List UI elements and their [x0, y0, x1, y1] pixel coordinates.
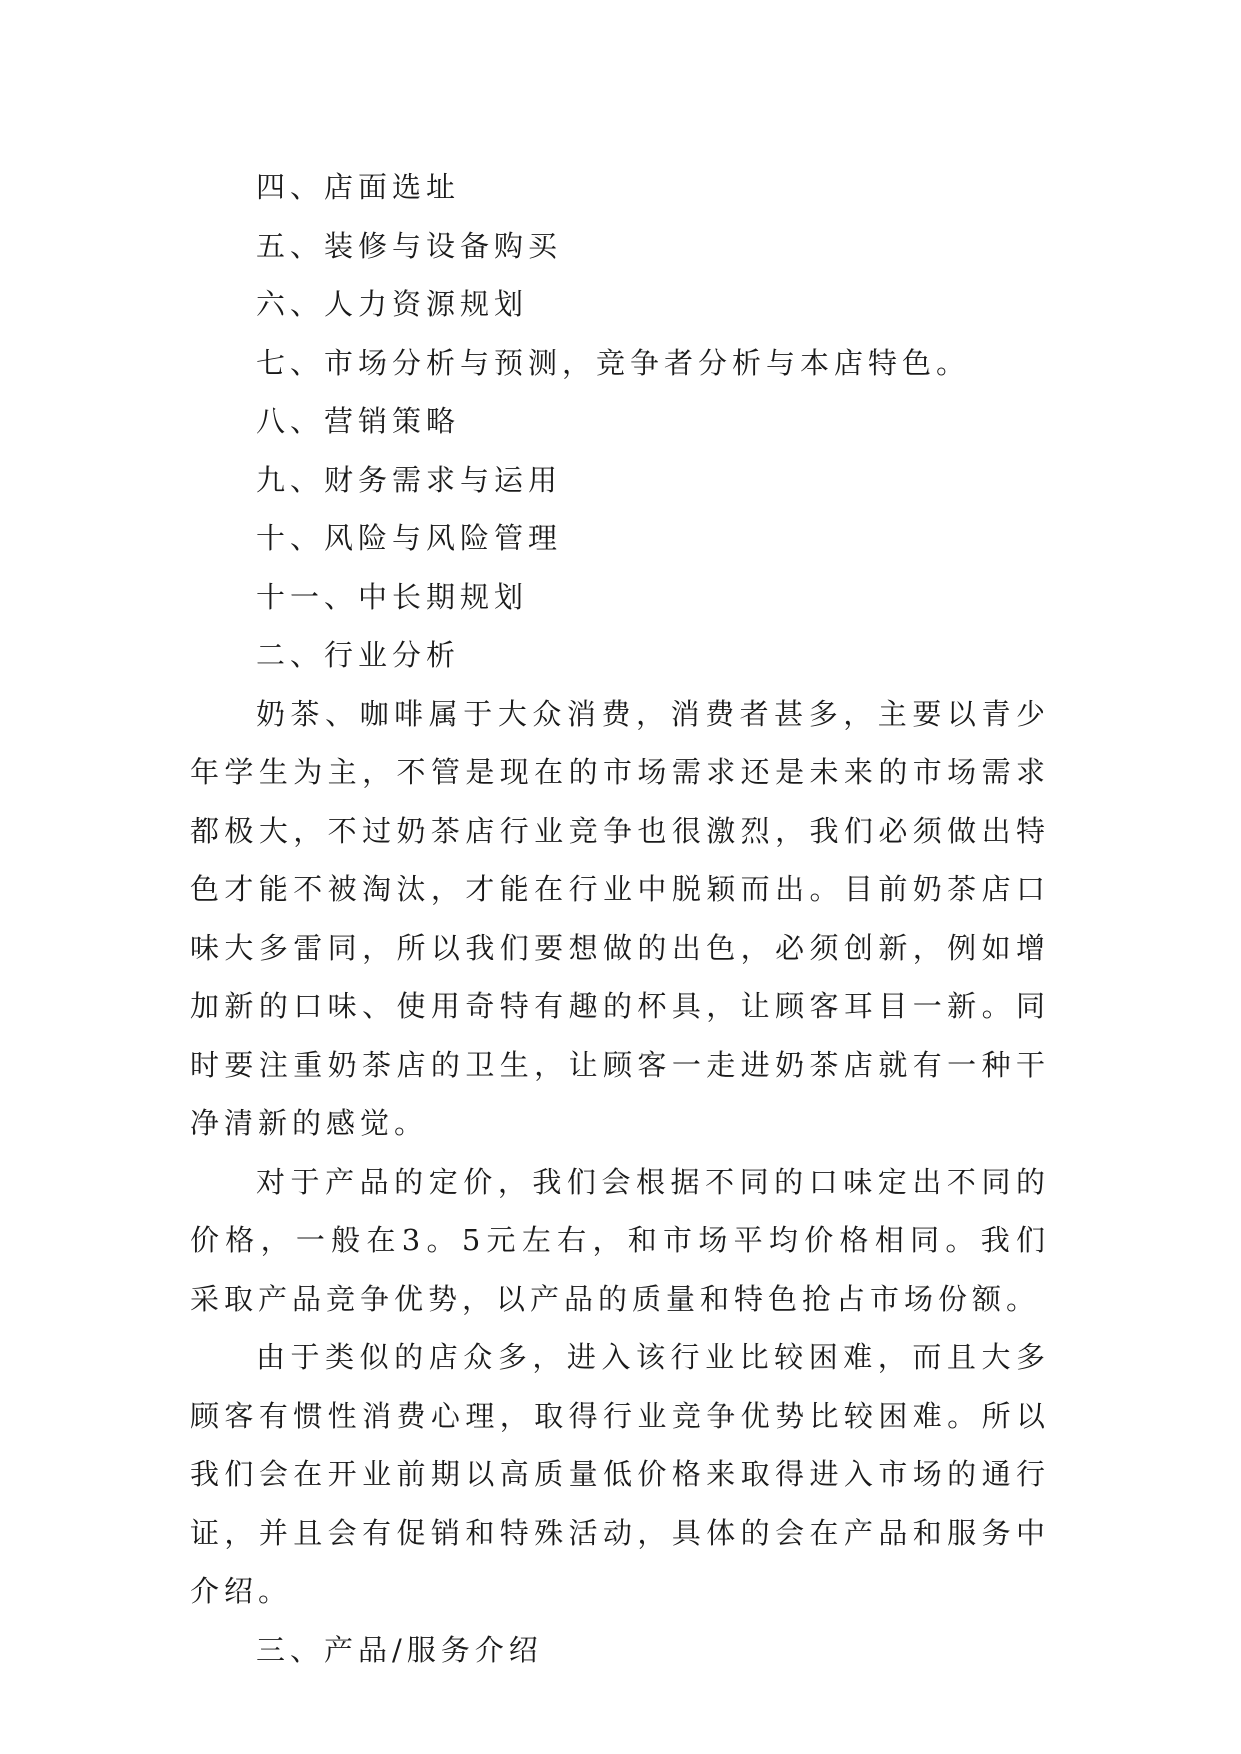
- section-heading-product-service: 三、产品/服务介绍: [256, 1632, 543, 1667]
- outline-item-risk-management: 十、风险与风险管理: [256, 521, 563, 555]
- document-body: [190, 158, 1050, 1679]
- outline-item-human-resources: 六、人力资源规划: [256, 287, 529, 321]
- paragraph-pricing: 对于产品的定价，我们会根据不同的口味定出不同的价格，一般在3。5元左右，和市场平均价格相同。我们采取产品竞争优势，以产品的质量和特色抢占市场份额。: [190, 1164, 1050, 1316]
- paragraph-market-entry: 由于类似的店众多，进入该行业比较困难，而且大多顾客有惯性消费心理，取得行业竞争优势比较困难。所以我们会在开业前期以高质量低价格来取得进入市场的通行证，并且会有促销和特殊活动，具体的会在产品和服务中介绍。: [190, 1340, 1050, 1608]
- outline-item-long-term-plan: 十一、中长期规划: [256, 579, 529, 614]
- outline-item-store-location: 四、店面选址: [256, 170, 461, 204]
- paragraph-industry-overview: 奶茶、咖啡属于大众消费，消费者甚多，主要以青少年学生为主，不管是现在的市场需求还是未来的市场需求都极大，不过奶茶店行业竞争也很激烈，我们必须做出特色才能不被淘汰，才能在行业中脱颖而出。目前奶茶店口味大多雷同，所以我们要想做的出色，必须创新，例如增加新的口味、使用奇特有趣的杯具，让顾客耳目一新。同时要注重奶茶店的卫生，让顾客一走进奶茶店就有一种干净清新的感觉。: [190, 696, 1050, 1140]
- outline-item-market-analysis: 七、市场分析与预测，竞争者分析与本店特色。: [256, 345, 971, 380]
- outline-item-financial-needs: 九、财务需求与运用: [256, 462, 563, 497]
- outline-item-decoration-equipment: 五、装修与设备购买: [256, 228, 563, 263]
- section-heading-industry-analysis: 二、行业分析: [256, 638, 461, 672]
- outline-item-marketing-strategy: 八、营销策略: [256, 404, 461, 438]
